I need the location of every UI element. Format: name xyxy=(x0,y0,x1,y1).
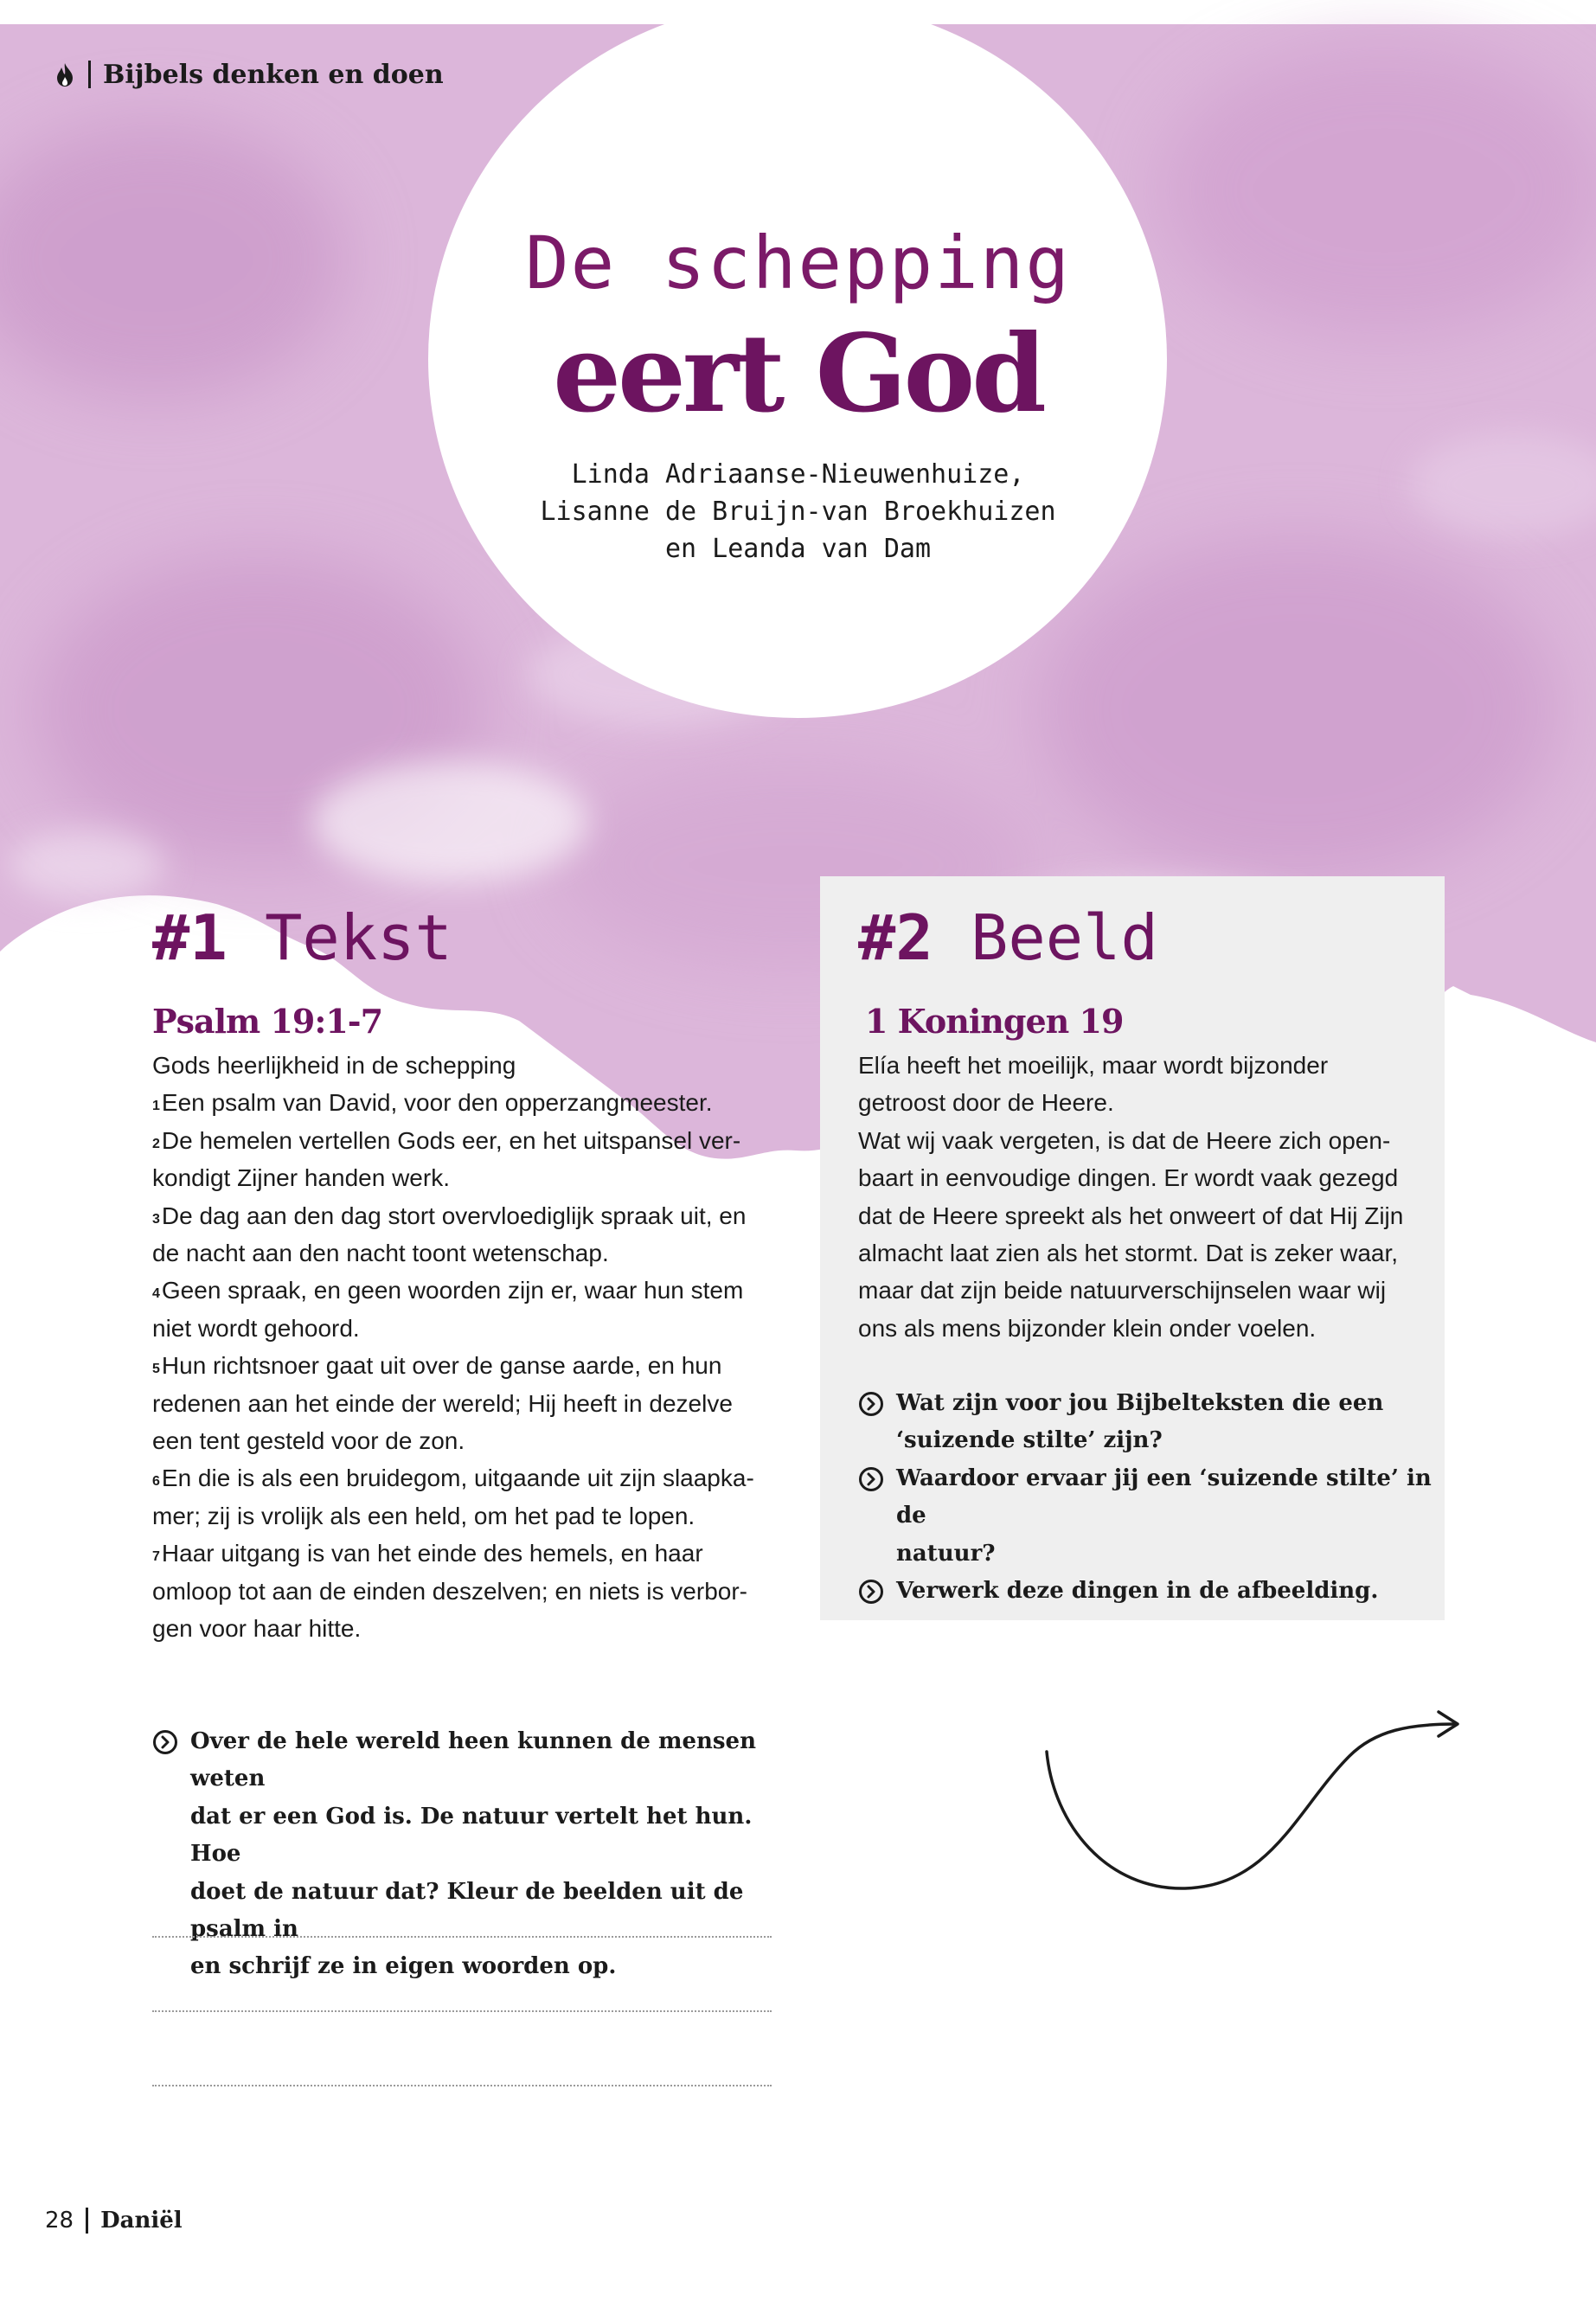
verse-line: $^7$Haar uitgang is van het einde des hemels, en haar xyxy=(152,1540,703,1567)
tekst-question xyxy=(152,1723,784,1986)
writing-line[interactable] xyxy=(152,2085,772,2086)
verse-line: de nacht aan den nacht toont wetenschap. xyxy=(152,1240,609,1267)
writing-line[interactable] xyxy=(152,1936,772,1938)
question-line: dat er een God is. De natuur vertelt het hun. Hoe xyxy=(190,1803,753,1868)
question-line: ‘suizende stilte’ zijn? xyxy=(896,1427,1163,1454)
paragraph-line: ons als mens bijzonder klein onder voelen. xyxy=(858,1314,1317,1342)
verse-line: redenen aan het einde der wereld; Hij heeft in dezelve xyxy=(152,1389,733,1417)
question-line: Verwerk deze dingen in de afbeelding. xyxy=(896,1578,1379,1605)
verse-line: mer; zij is vrolijk als een held, om het pad te lopen. xyxy=(152,1502,695,1529)
paragraph-line: getroost door de Heere. xyxy=(858,1089,1114,1117)
verse-line: $^2$De hemelen vertellen Gods eer, en het uitspansel ver- xyxy=(152,1126,741,1154)
verse-line: $^6$En die is als een bruidegom, uitgaande uit zijn slaapka- xyxy=(152,1465,754,1492)
verse-number: 2 xyxy=(152,1136,160,1151)
footer-separator xyxy=(86,2208,88,2234)
page-footer xyxy=(45,2203,183,2238)
chevron-circle-icon xyxy=(858,1579,884,1605)
verse-line: een tent gesteld voor de zon. xyxy=(152,1427,465,1455)
psalm-reference: Psalm 19:1-7 xyxy=(152,1002,383,1041)
magazine-name: Daniël xyxy=(100,2208,183,2234)
paragraph-line: maar dat zijn beide natuurverschijnselen waar wij xyxy=(858,1277,1387,1304)
psalm-heading-line: Gods heerlijkheid in de schepping xyxy=(152,1052,516,1079)
question-item xyxy=(858,1460,1438,1573)
verse-line: niet wordt gehoord. xyxy=(152,1314,360,1342)
question-line: Waardoor ervaar jij een ‘suizende stilte’ in de xyxy=(896,1465,1432,1529)
beeld-heading xyxy=(858,901,1158,974)
authors xyxy=(0,456,1596,567)
question-line: Over de hele wereld heen kunnen de mensen weten xyxy=(190,1728,756,1792)
verse-number: 7 xyxy=(152,1549,160,1565)
paragraph-line: almacht laat zien als het stormt. Dat is zeker waar, xyxy=(858,1240,1399,1267)
koningen-reference: 1 Koningen 19 xyxy=(865,1002,1124,1041)
flame-icon xyxy=(55,61,74,87)
verse-number: 4 xyxy=(152,1286,160,1302)
tekst-heading xyxy=(152,901,452,974)
paragraph-line: baart in eenvoudige dingen. Er wordt vaak gezegd xyxy=(858,1164,1399,1192)
chevron-circle-icon xyxy=(152,1729,178,1755)
beeld-number: #2 xyxy=(858,901,933,974)
tekst-number: #1 xyxy=(152,901,228,974)
verse-line: $^5$Hun richtsnoer gaat uit over de ganse aarde, en hun xyxy=(152,1352,722,1380)
tekst-label: Tekst xyxy=(265,901,452,974)
page-number: 28 xyxy=(45,2208,74,2234)
title-line-1: De schepping xyxy=(525,221,1071,305)
header-separator xyxy=(88,61,91,88)
psalm-text xyxy=(152,1047,775,1648)
section-label: Bijbels denken en doen xyxy=(103,59,444,90)
question-line: doet de natuur dat? Kleur de beelden uit de psalm in xyxy=(190,1878,744,1943)
beeld-text xyxy=(858,1047,1429,1347)
author-line: Linda Adriaanse-Nieuwenhuize, xyxy=(571,459,1025,490)
question-item xyxy=(858,1573,1438,1610)
question-line: natuur? xyxy=(896,1540,996,1567)
section-header xyxy=(55,57,444,92)
verse-line: kondigt Zijner handen werk. xyxy=(152,1164,450,1192)
curved-arrow-icon xyxy=(1038,1695,1471,1903)
chevron-circle-icon xyxy=(858,1466,884,1492)
question-line: Wat zijn voor jou Bijbelteksten die een xyxy=(896,1390,1384,1416)
question-line: en schrijf ze in eigen woorden op. xyxy=(190,1953,617,1980)
verse-line: $^4$Geen spraak, en geen woorden zijn er, waar hun stem xyxy=(152,1277,744,1304)
verse-line: gen voor haar hitte. xyxy=(152,1615,362,1643)
paragraph-line: Wat wij vaak vergeten, is dat de Heere zich open- xyxy=(858,1126,1391,1154)
verse-number: 3 xyxy=(152,1211,160,1227)
verse-line: $^3$De dag aan den dag stort overvloediglijk spraak uit, en xyxy=(152,1202,747,1229)
question-item xyxy=(858,1385,1438,1460)
author-line: Lisanne de Bruijn-van Broekhuizen xyxy=(540,497,1056,527)
verse-number: 6 xyxy=(152,1474,160,1490)
verse-line: omloop tot aan de einden deszelven; en niets is verbor- xyxy=(152,1577,747,1605)
author-line: en Leanda van Dam xyxy=(664,534,932,564)
title-line-2: eert God xyxy=(553,311,1043,437)
verse-number: 1 xyxy=(152,1099,160,1114)
paragraph-line: Elía heeft het moeilijk, maar wordt bijzonder xyxy=(858,1052,1329,1079)
verse-number: 5 xyxy=(152,1362,160,1377)
beeld-label: Beeld xyxy=(971,901,1158,974)
beeld-questions xyxy=(858,1385,1438,1610)
paragraph-line: dat de Heere spreekt als het onweert of dat Hij Zijn xyxy=(858,1202,1404,1229)
chevron-circle-icon xyxy=(858,1391,884,1417)
verse-line: $^1$Een psalm van David, voor den opperzangmeester. xyxy=(152,1089,713,1117)
writing-line[interactable] xyxy=(152,2010,772,2012)
question-item xyxy=(152,1723,784,1986)
